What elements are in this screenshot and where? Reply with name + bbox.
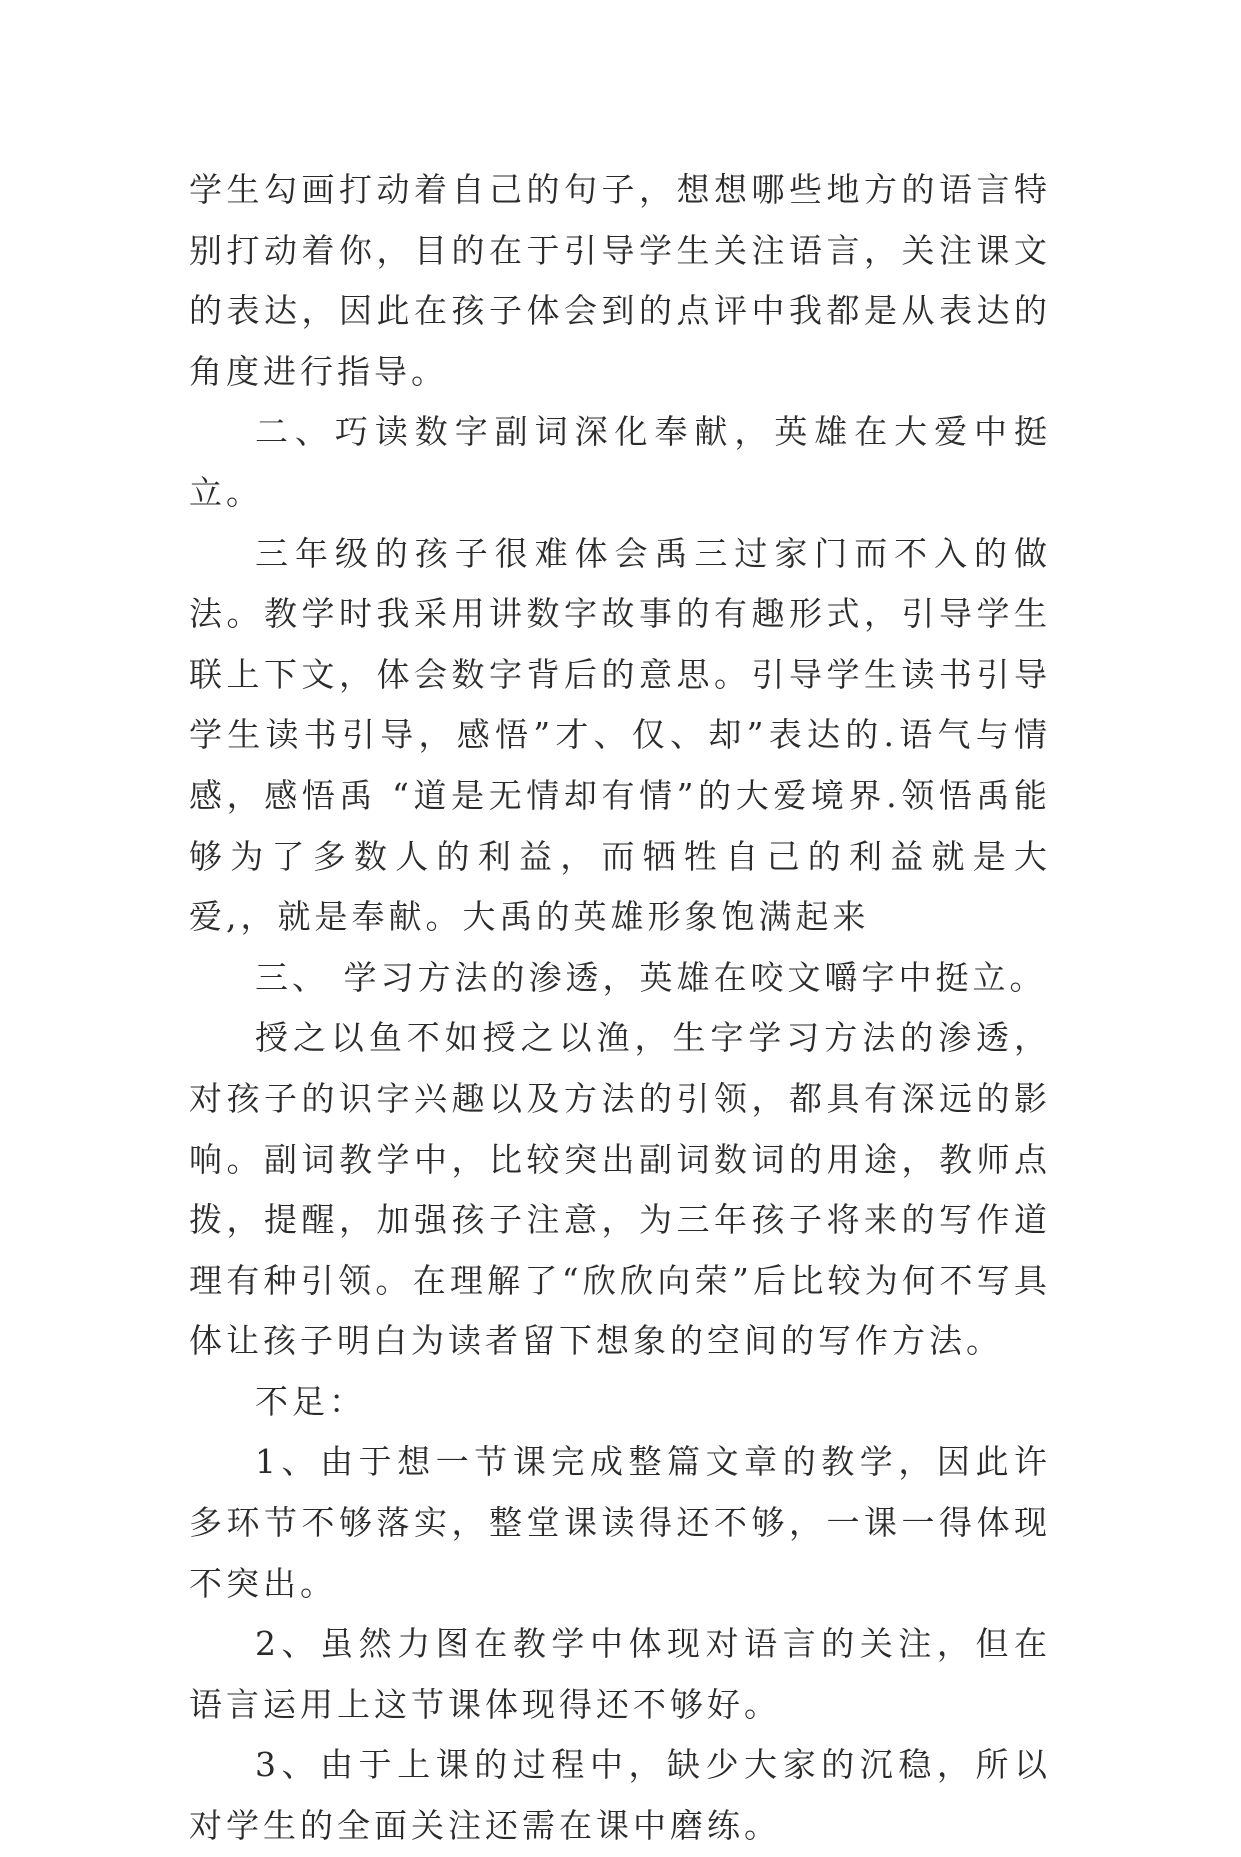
shortcomings-heading: 不足： <box>255 1381 366 1421</box>
list-item-2: 2、虽然力图在教学中体现对语言的关注，但在语言运用上这节课体现得还不够好。 <box>189 1624 1051 1724</box>
paragraph-continuation: 学生勾画打动着自己的句子，想想哪些地方的语言特别打动着你，目的在于引导学生关注语言，关注课文的表达，因此在孩子体会到的点评中我都是从表达的角度进行指导。 <box>189 170 1051 391</box>
section-heading-3: 三、 学习方法的渗透，英雄在咬文嚼字中挺立。 <box>255 957 1047 997</box>
paragraph: 授之以鱼不如授之以渔，生字学习方法的渗透，对孩子的识字兴趣以及方法的引领，都具有深远的影响。副词教学中，比较突出副词数词的用途，教师点拨，提醒，加强孩子注意，为三年孩子将来的写作道理有种引领。在理解了“欣欣向荣”后比较为何不写具体让孩子明白为读者留下想象的空间的写作方法。 <box>189 1018 1051 1361</box>
list-item-1: 1、由于想一节课完成整篇文章的教学，因此许多环节不够落实，整堂课读得还不够，一课一得体现不突出。 <box>189 1442 1051 1603</box>
section-heading-2: 二、巧读数字副词深化奉献，英雄在大爱中挺立。 <box>189 412 1051 512</box>
list-item-3: 3、由于上课的过程中，缺少大家的沉稳，所以对学生的全面关注还需在课中磨练。 <box>189 1745 1051 1846</box>
document-body <box>189 160 1051 1857</box>
paragraph: 三年级的孩子很难体会禹三过家门而不入的做法。教学时我采用讲数字故事的有趣形式，引导学生联上下文，体会数字背后的意思。引导学生读书引导学生读书引导，感悟”才、仅、却”表达的.语气与情感，感悟禹 “道是无情却有情”的大爱境界.领悟禹能够为了多数人的利益，而牺牲自己的利益就是大爱,，就是奉献。大禹的英雄形象饱满起来 <box>189 533 1051 937</box>
